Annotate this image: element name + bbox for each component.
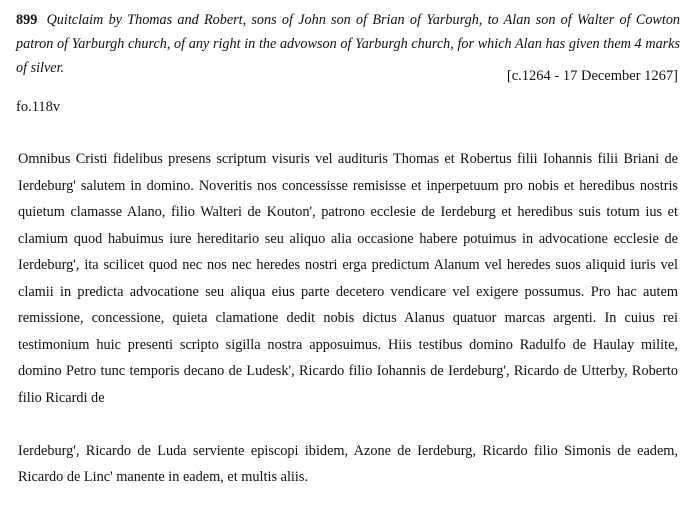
folio-reference: fo.118v bbox=[16, 99, 61, 115]
entry-summary: Quitclaim by Thomas and Robert, sons of John son of Brian of Yarburgh, to Alan son of Walter of Cowton patron of Yarburgh church, of any right in the advowson of Yarburgh church, for which Alan has given them 4 marks of silver. bbox=[16, 12, 681, 76]
charter-text-continued: Ierdeburg', Ricardo de Luda serviente episcopi ibidem, Azone de Ierdeburg, Ricardo filio Simonis de eadem, Ricardo de Linc' manente in eadem, et multis aliis. bbox=[18, 443, 678, 485]
charter-text: Omnibus Cristi fidelibus presens scriptum visuris vel audituris Thomas et Robertus filii Iohannis filii Briani de Ierdeburg' salutem in domino. Noveritis nos concessisse remisisse et inperpetuum pro nobis et heredibus nostris quietum clamasse Alano, filio Walteri de Kouton', patrono ecclesie de Ierdeburg et heredibus suis totum ius et clamium quod habuimus iure hereditario seu aliquo alia occasione habere potuimus in advocatione ecclesie de Ierdeburg', ita scilicet quod nec nos nec heredes nostri erga predictum Alanum vel heredes suos aliquid iuris vel clamii in predicta advocatione seu aliqua eius parte decetero vendicare vel exigere possumus. Pro hac autem remissione, concessione, quieta clamatione dedit nobis dictus Alanus quatuor marcas argenti. In cuius rei testimonium huic presenti scripto sigilla nostra apposuimus. Hiis testibus domino Radulfo de Haulay milite, domino Petro tunc temporis decano de Ludesk', Ricardo filio Iohannis de Ierdeburg', Ricardo de Utterby, Roberto filio Ricardi de bbox=[18, 151, 678, 406]
entry-date: [c.1264 - 17 December 1267] bbox=[506, 68, 678, 84]
entry-number: 899 bbox=[16, 12, 38, 28]
